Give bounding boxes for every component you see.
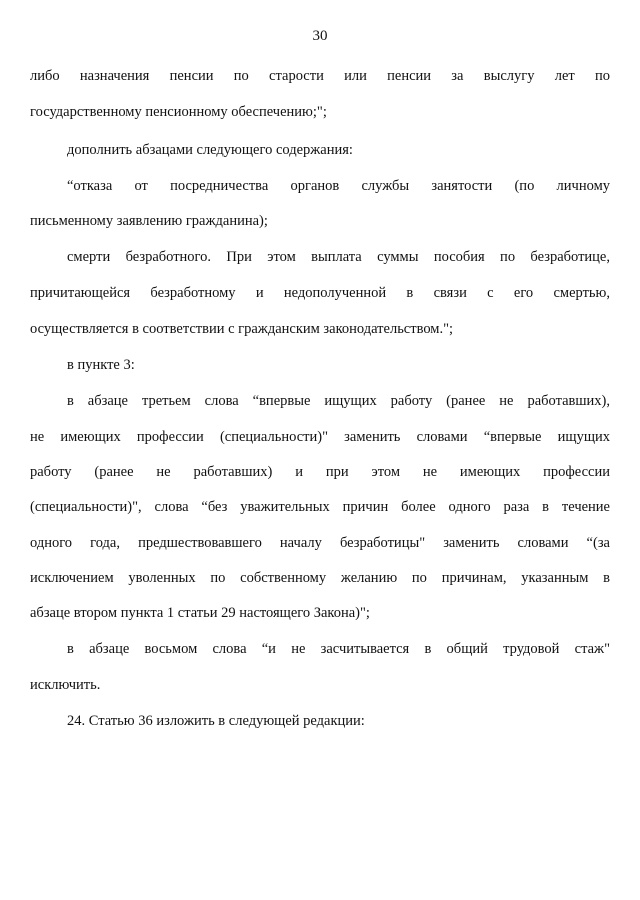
text-line-15: исключением уволенных по собственному желанию по причинам, указанным в: [30, 570, 610, 586]
text-line-5: письменному заявлению гражданина);: [30, 213, 268, 229]
text-line-10: в абзаце третьем слова “впервые ищущих работу (ранее не работавших),: [67, 393, 610, 409]
text-line-19: 24. Статью 36 изложить в следующей редакции:: [67, 713, 365, 729]
text-line-17: в абзаце восьмом слова “и не засчитывается в общий трудовой стаж": [67, 641, 610, 657]
text-line-14: одного года, предшествовавшего началу безработицы" заменить словами “(за: [30, 535, 610, 551]
text-line-12: работу (ранее не работавших) и при этом не имеющих профессии: [30, 464, 610, 480]
text-line-2: государственному пенсионному обеспечению;";: [30, 104, 327, 120]
text-line-4: “отказа от посредничества органов службы занятости (по личному: [67, 178, 610, 194]
text-line-6: смерти безработного. При этом выплата суммы пособия по безработице,: [67, 249, 610, 265]
text-line-16: абзаце втором пункта 1 статьи 29 настоящего Закона)";: [30, 605, 370, 621]
text-line-9: в пункте 3:: [67, 357, 135, 373]
text-line-8: осуществляется в соответствии с гражданским законодательством.";: [30, 321, 454, 337]
text-line-7: причитающейся безработному и недополученной в связи с его смертью,: [30, 285, 610, 301]
text-line-18: исключить.: [30, 677, 101, 693]
text-line-1: либо назначения пенсии по старости или пенсии за выслугу лет по: [30, 68, 610, 84]
text-line-11: не имеющих профессии (специальности)" заменить словами “впервые ищущих: [30, 429, 610, 445]
page-number: 30: [312, 28, 328, 44]
text-line-3: дополнить абзацами следующего содержания:: [67, 142, 353, 158]
text-line-13: (специальности)", слова “без уважительных причин более одного раза в течение: [30, 499, 610, 515]
